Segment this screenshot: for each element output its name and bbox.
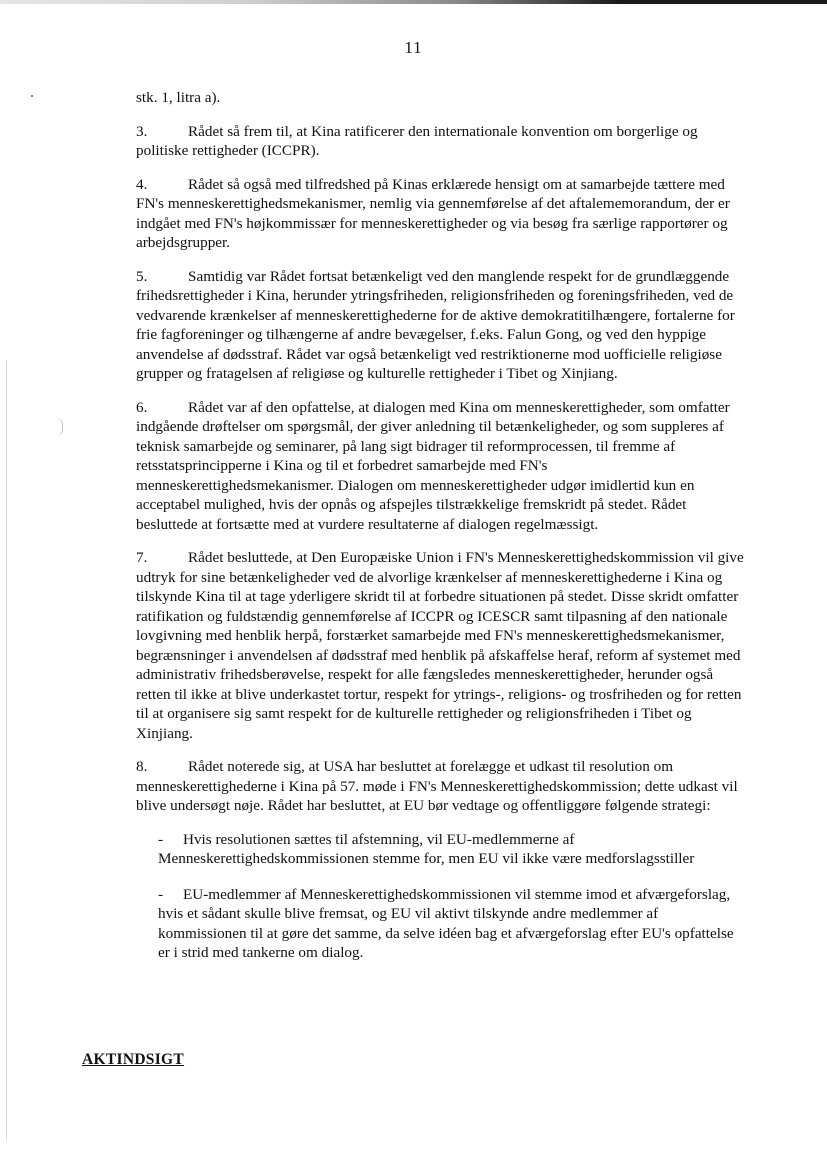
strategy-list: [158, 830, 744, 963]
paragraph-number: 5.: [136, 267, 148, 285]
paragraph-4: [136, 175, 744, 253]
scan-edge-top: [0, 0, 827, 4]
paragraph-text: Rådet så også med tilfredshed på Kinas erklærede hensigt om at samarbejde tættere med FN's menneskerettighedsmekanismer, nemlig via gennemførelse af det aftalememorandum, der er indgået med FN's højkommissær for menneskerettigheder og via besøg fra særlige rapportører og arbejdsgrupper.: [136, 175, 730, 251]
paragraph-text: Rådet besluttede, at Den Europæiske Union i FN's Menneskerettighedskommission vil give udtryk for sine betænkeligheder ved de alvorlige krænkelser af menneskerettighederne i Kina og tilskynde Kina til at tage yderligere skridt til at forbedre situationen på stedet. Disse skridt omfatter ratifikation og fuldstændig gennemførelse af ICCPR og ICESCR samt tilpasning af den nationale lovgivning med henblik herpå, forstærket samarbejde med FN's menneskerettighedsmekanismer, begrænsninger i anvendelsen af dødsstraf med henblik på afskaffelse heraf, reform af systemet med administrativ frihedsberøvelse, respekt for alle fængsledes menneskerettigheder, herunder også retten til ikke at blive underkastet tortur, respekt for ytrings-, religions- og trosfriheden og for retten til at organisere sig samt respekt for de kulturelle rettigheder og religionsfriheden i Tibet og Xinjiang.: [136, 549, 744, 742]
strategy-item-text: Hvis resolutionen sættes til afstemning, vil EU-medlemmerne af Menneskerettighedskommissionen stemme for, men EU vil ikke være medforslagsstiller: [158, 830, 695, 867]
paragraph-number: 4.: [136, 175, 148, 193]
paragraph-text: Rådet var af den opfattelse, at dialogen med Kina om menneskerettigheder, som omfatter indgående drøftelser om spørgsmål, der giver anledning til betænkeligheder, og som suppleres af teknisk samarbejde og seminarer, på lang sigt bidrager til reformprocessen, til fremme af retsstatsprincipperne i Kina og til et forbedret samarbejde med FN's menneskerettighedsmekanismer. Dialogen om menneskerettigheder udgør imidlertid kun en acceptabel mulighed, hvis der opnås og afspejles tilstrækkelige fremskridt på stedet. Rådet besluttede at fortsætte med at vurdere resultaterne af dialogen regelmæssigt.: [136, 398, 730, 533]
page-number: 11: [404, 38, 423, 57]
paragraph-6: [136, 398, 744, 535]
strategy-item: [158, 830, 744, 869]
paragraph-text: Rådet så frem til, at Kina ratificerer den internationale konvention om borgerlige og politiske rettigheder (ICCPR).: [136, 122, 698, 159]
paragraph-number: 7.: [136, 549, 148, 566]
scan-speck: [31, 95, 33, 97]
paragraph-text: Rådet noterede sig, at USA har besluttet at forelægge et udkast til resolution om menneskerettighederne i Kina på 57. møde i FN's Menneskerettighedskommission; dette udkast vil blive undersøgt nøje. Rådet har besluttet, at EU bør vedtage og offentliggøre følgende strategi:: [136, 758, 738, 814]
strategy-item-text: EU-medlemmer af Menneskerettighedskommissionen vil stemme imod et afværgeforslag, hvis et sådant skulle blive fremsat, og EU vil aktivt tilskynde andre medlemmer af kommissionen til at gøre det samme, da selve idéen bag et afværgeforslag efter EU's opfattelse er i strid med tankerne om dialog.: [158, 885, 734, 961]
scan-edge-left: [6, 360, 7, 1140]
paragraph-text: Samtidig var Rådet fortsat betænkeligt ved den manglende respekt for de grundlæggende frihedsrettigheder i Kina, herunder ytringsfriheden, religionsfriheden og foreningsfriheden, ved de vedvarende krænkelser af menneskerettighederne for de aktive demokratitilhængere, fortalerne for frie fagforeninger og tilhængerne af andre bevægelser, f.eks. Falun Gong, og ved den hyppige anvendelse af dødsstraf. Rådet var også betænkeligt ved restriktionerne mod uofficielle religiøse grupper og fratagelsen af religiøse og kulturelle rettigheder i Tibet og Xinjiang.: [136, 267, 735, 382]
section-heading: AKTINDSIGT: [82, 1051, 185, 1068]
paragraph-3: [136, 122, 744, 161]
document-body: [136, 88, 744, 979]
list-dash: -: [158, 885, 164, 903]
strategy-item: [158, 885, 744, 963]
paragraph-number: 8.: [136, 758, 148, 775]
paragraph-number: 3.: [136, 122, 148, 140]
paragraph-8: [136, 757, 744, 816]
paragraph-7: [136, 548, 744, 743]
paragraph-5: [136, 267, 744, 384]
scan-margin-mark: [56, 418, 63, 436]
list-dash: -: [158, 830, 164, 848]
paragraph-number: 6.: [136, 398, 148, 416]
intro-line: stk. 1, litra a).: [136, 89, 221, 106]
